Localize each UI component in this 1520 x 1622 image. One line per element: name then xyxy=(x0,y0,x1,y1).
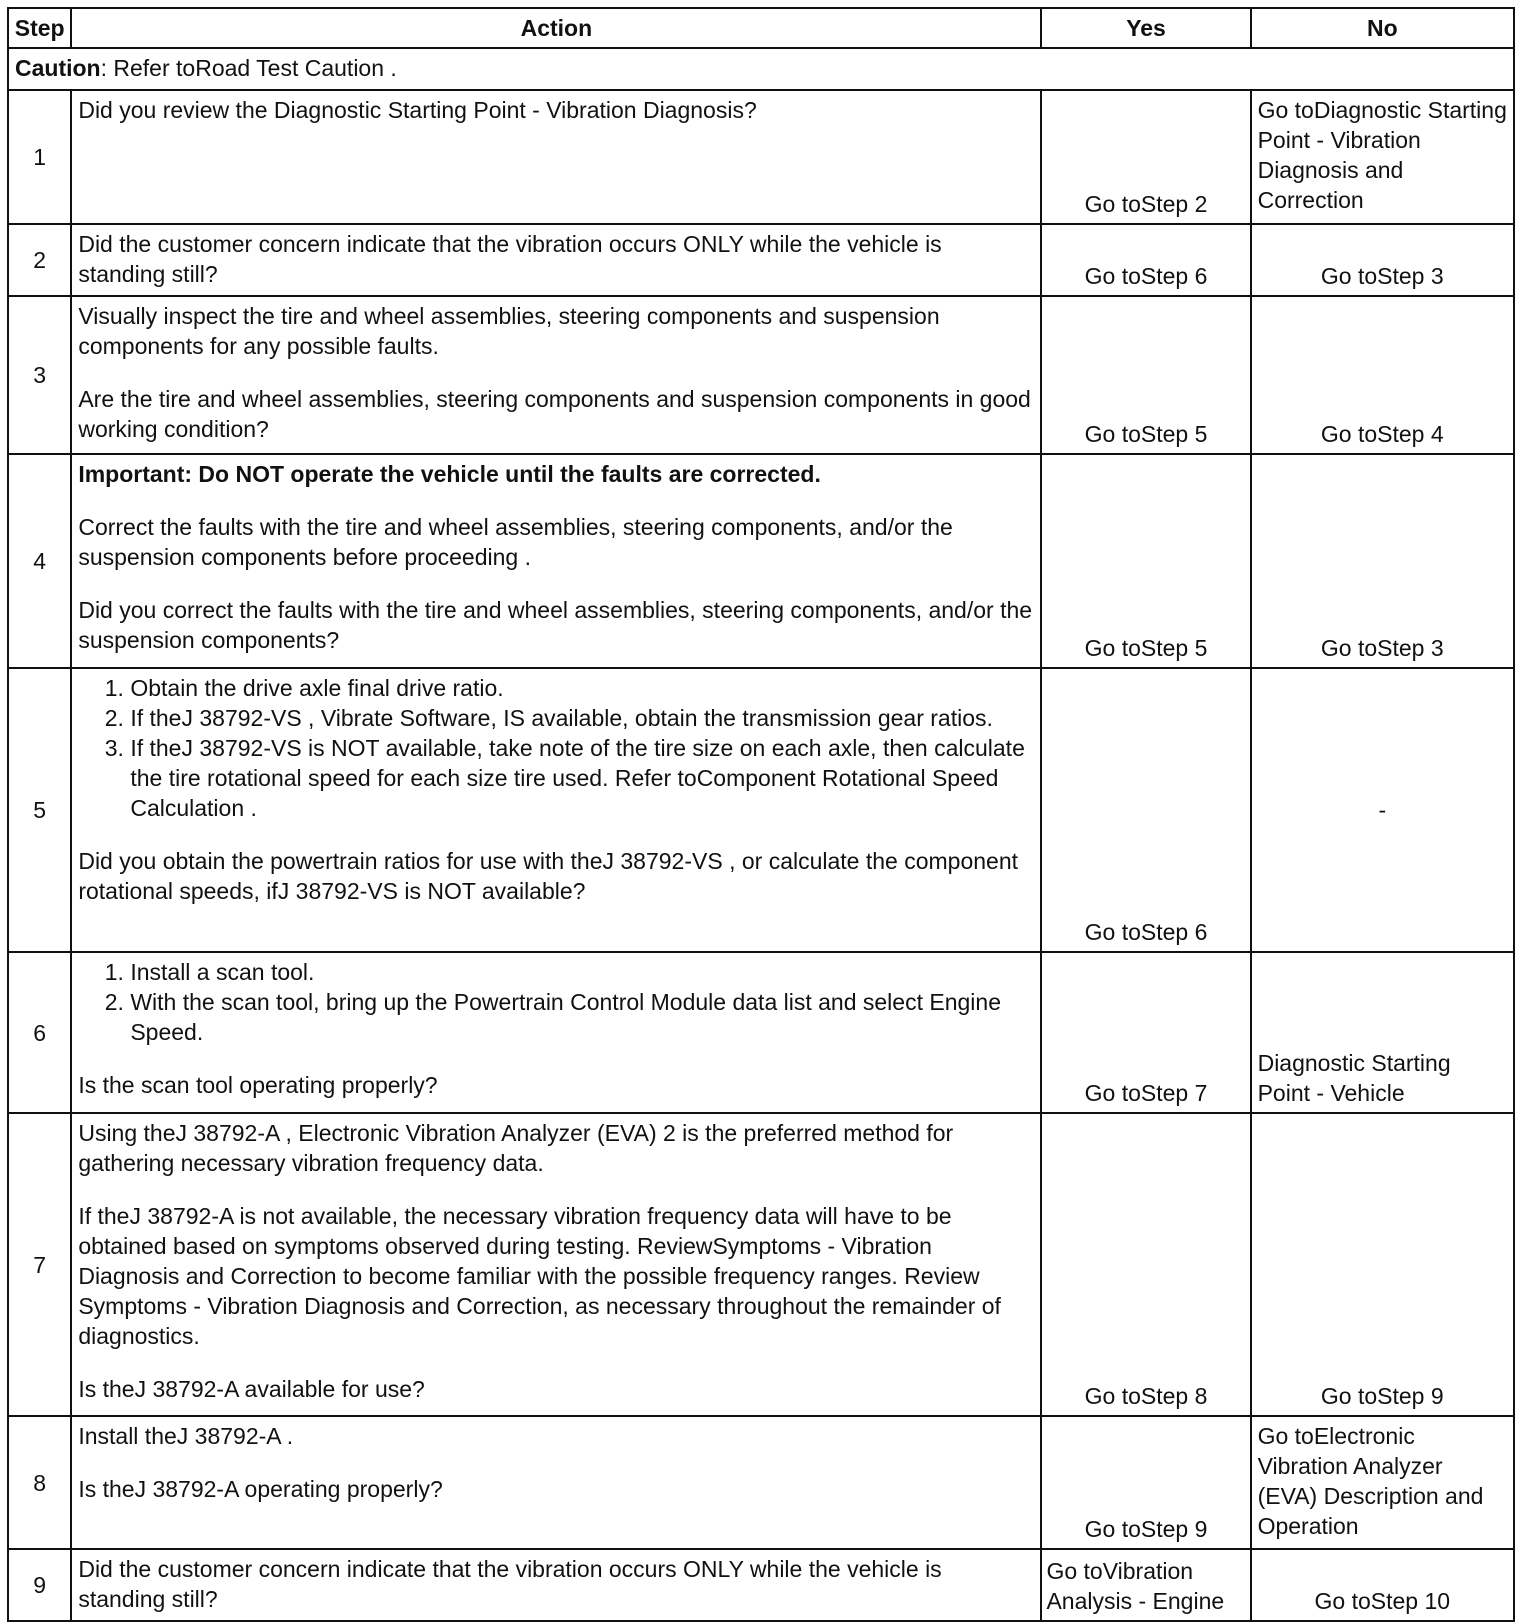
action-cell xyxy=(71,296,1041,454)
no-cell: Go toDiagnostic Starting Point - Vibration Diagnosis and Correction xyxy=(1251,90,1514,224)
caution-text: : Refer toRoad Test Caution . xyxy=(100,55,397,81)
step-number: 3 xyxy=(8,296,71,454)
instruction-text: Using theJ 38792-A , Electronic Vibration Analyzer (EVA) 2 is the preferred method for gathering necessary vibration frequency data. xyxy=(78,1120,954,1176)
table-row xyxy=(8,90,1514,224)
no-cell: Go toStep 3 xyxy=(1251,454,1514,668)
list-item: 1. Install a scan tool. xyxy=(130,957,1034,987)
yes-cell: Go toStep 6 xyxy=(1041,224,1250,296)
action-cell xyxy=(71,1416,1041,1549)
step-number: 1 xyxy=(8,90,71,224)
table-row xyxy=(8,1416,1514,1549)
yes-cell: Go toStep 2 xyxy=(1041,90,1250,224)
question-text: Did you correct the faults with the tire and wheel assemblies, steering components, and/or the suspension components? xyxy=(78,597,1033,653)
table-row xyxy=(8,454,1514,668)
procedure-list xyxy=(78,957,1034,1047)
instruction-text: Visually inspect the tire and wheel assemblies, steering components and suspension components for any possible faults. xyxy=(78,303,940,359)
yes-cell: Go toStep 7 xyxy=(1041,952,1250,1113)
instruction-text: Correct the faults with the tire and wheel assemblies, steering components, and/or the suspension components before proceeding . xyxy=(78,514,953,570)
instruction-text: Install theJ 38792-A . xyxy=(78,1423,294,1449)
action-cell xyxy=(71,90,1041,224)
question-text: Did the customer concern indicate that the vibration occurs ONLY while the vehicle is standing still? xyxy=(78,1556,942,1612)
yes-cell: Go toStep 8 xyxy=(1041,1113,1250,1416)
list-item: 2. With the scan tool, bring up the Powertrain Control Module data list and select Engine Speed. xyxy=(130,987,1034,1047)
list-item: 1. Obtain the drive axle final drive ratio. xyxy=(130,673,1034,703)
yes-cell: Go toStep 5 xyxy=(1041,296,1250,454)
table-row xyxy=(8,952,1514,1113)
yes-cell: Go toStep 6 xyxy=(1041,668,1250,952)
action-cell xyxy=(71,952,1041,1113)
action-cell xyxy=(71,1113,1041,1416)
table-row xyxy=(8,1113,1514,1416)
question-text: Is theJ 38792-A available for use? xyxy=(78,1376,425,1402)
no-cell: - xyxy=(1251,668,1514,952)
step-number: 9 xyxy=(8,1549,71,1621)
step-number: 4 xyxy=(8,454,71,668)
question-text: Is theJ 38792-A operating properly? xyxy=(78,1476,443,1502)
action-cell xyxy=(71,668,1041,952)
header-step: Step xyxy=(8,8,71,48)
caution-label: Caution xyxy=(15,55,101,81)
yes-cell: Go toVibration Analysis - Engine xyxy=(1041,1549,1250,1621)
question-text: Are the tire and wheel assemblies, steering components and suspension components in good working condition? xyxy=(78,386,1031,442)
step-number: 5 xyxy=(8,668,71,952)
no-cell: Go toElectronic Vibration Analyzer (EVA) Description and Operation xyxy=(1251,1416,1514,1549)
header-action: Action xyxy=(71,8,1041,48)
table-row xyxy=(8,1549,1514,1621)
action-cell xyxy=(71,454,1041,668)
list-item: 3. If theJ 38792-VS is NOT available, take note of the tire size on each axle, then calculate the tire rotational speed for each size tire used. Refer toComponent Rotational Speed Calculation . xyxy=(130,733,1034,823)
header-no: No xyxy=(1251,8,1514,48)
step-number: 2 xyxy=(8,224,71,296)
table-row xyxy=(8,668,1514,952)
no-cell: Go toStep 9 xyxy=(1251,1113,1514,1416)
question-text: Did you review the Diagnostic Starting Point - Vibration Diagnosis? xyxy=(78,97,757,123)
list-item: 2. If theJ 38792-VS , Vibrate Software, IS available, obtain the transmission gear ratios. xyxy=(130,703,1034,733)
procedure-list xyxy=(78,673,1034,823)
action-cell xyxy=(71,224,1041,296)
action-cell xyxy=(71,1549,1041,1621)
yes-cell: Go toStep 5 xyxy=(1041,454,1250,668)
question-text: Is the scan tool operating properly? xyxy=(78,1072,438,1098)
header-row xyxy=(8,8,1514,48)
table-row xyxy=(8,296,1514,454)
no-cell: Go toStep 4 xyxy=(1251,296,1514,454)
caution-cell xyxy=(8,48,1514,90)
step-number: 7 xyxy=(8,1113,71,1416)
step-number: 8 xyxy=(8,1416,71,1549)
header-yes: Yes xyxy=(1041,8,1250,48)
step-number: 6 xyxy=(8,952,71,1113)
table-row xyxy=(8,224,1514,296)
no-cell: Diagnostic Starting Point - Vehicle xyxy=(1251,952,1514,1113)
no-cell: Go toStep 10 xyxy=(1251,1549,1514,1621)
important-note: Important: Do NOT operate the vehicle until the faults are corrected. xyxy=(78,461,821,487)
diagnostic-table xyxy=(7,7,1515,1622)
question-text: Did you obtain the powertrain ratios for use with theJ 38792-VS , or calculate the component rotational speeds, ifJ 38792-VS is NOT available? xyxy=(78,848,1019,904)
instruction-text: If theJ 38792-A is not available, the necessary vibration frequency data will have to be obtained based on symptoms observed during testing. ReviewSymptoms - Vibration Diagnosis and Correction to become familiar with the possible frequency ranges. Review Symptoms - Vibration Diagnosis and Correction, as necessary throughout the remainder of diagnostics. xyxy=(78,1203,1001,1349)
caution-row xyxy=(8,48,1514,90)
question-text: Did the customer concern indicate that the vibration occurs ONLY while the vehicle is standing still? xyxy=(78,231,942,287)
no-cell: Go toStep 3 xyxy=(1251,224,1514,296)
yes-cell: Go toStep 9 xyxy=(1041,1416,1250,1549)
